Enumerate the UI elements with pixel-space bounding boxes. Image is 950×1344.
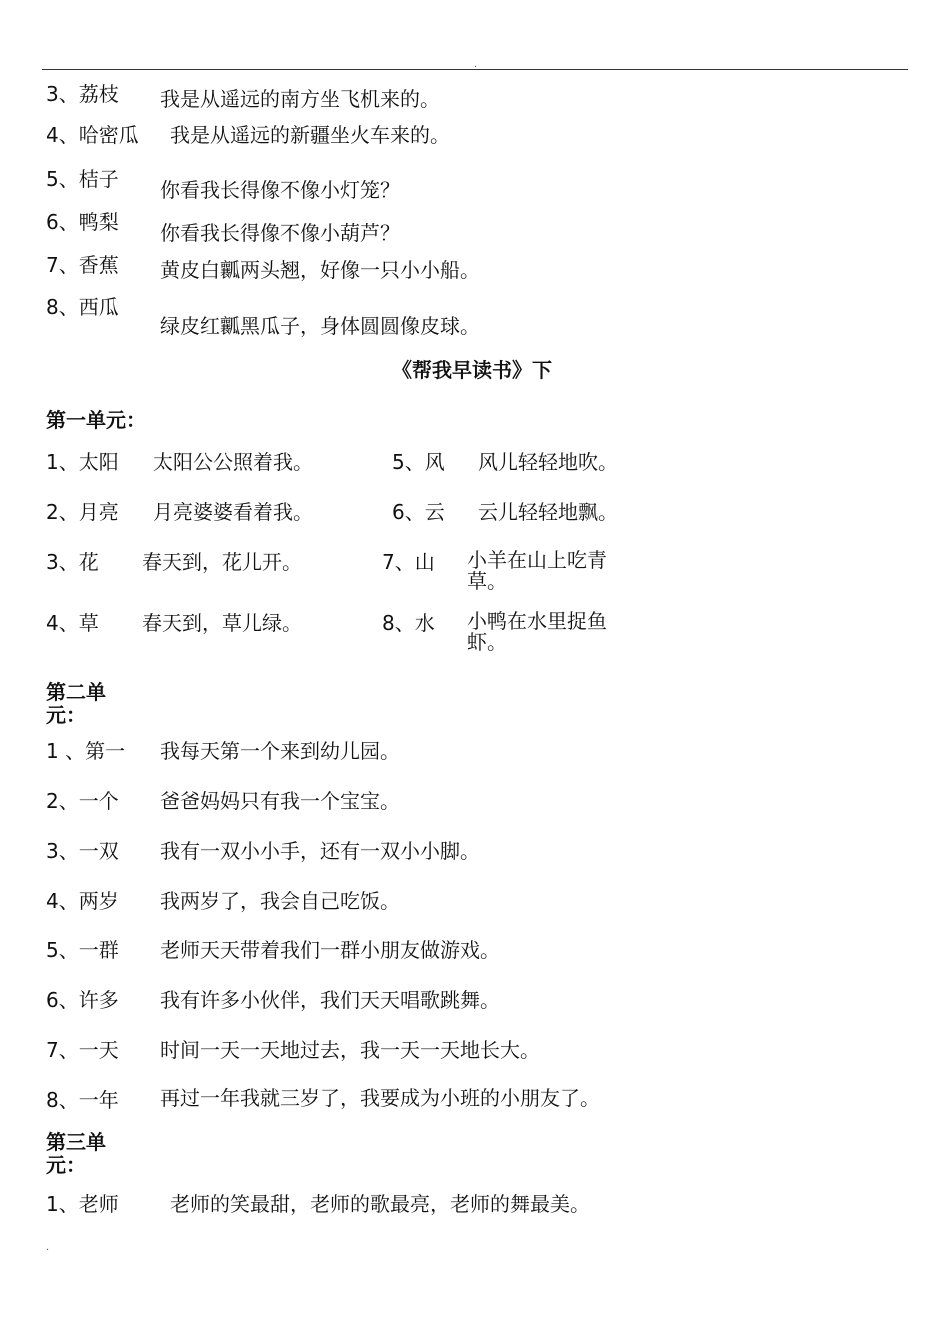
list-item-word: 月亮 (78, 500, 119, 524)
list-item-sentence: 我有一双小小手，还有一双小小脚。 (160, 839, 480, 863)
list-item-word: 一天 (78, 1038, 119, 1062)
list-item-word: 云 (424, 500, 445, 524)
header-rule (42, 69, 908, 70)
list-item-sentence: 太阳公公照着我。 (153, 450, 313, 474)
list-item-word: 老师 (78, 1192, 119, 1216)
list-item-sentence: 时间一天一天地过去，我一天一天地长大。 (160, 1038, 540, 1062)
list-item-word: 哈密瓜 (78, 123, 139, 147)
list-item-sentence: 老师的笑最甜，老师的歌最亮，老师的舞最美。 (170, 1192, 590, 1216)
list-item-word: 一群 (78, 938, 119, 962)
list-item-number: 7、山 (382, 550, 435, 574)
book-title: 《帮我早读书》下 (392, 358, 552, 382)
list-item-sentence: 云儿轻轻地飘。 (478, 500, 618, 524)
list-item-sentence: 春天到，草儿绿。 (142, 611, 302, 635)
list-item-number: 4、哈密瓜 (46, 123, 139, 147)
list-item-sentence: 小鸭在水里捉鱼虾。 (467, 609, 607, 654)
list-item-number: 1、太阳 (46, 450, 119, 474)
list-item-number: 3、荔枝 (46, 82, 119, 106)
list-item-word: 草 (78, 611, 99, 635)
list-item-sentence: 我是从遥远的新疆坐火车来的。 (170, 123, 450, 147)
unit-title: 第三单元： (46, 1130, 106, 1177)
list-item-number: 7、一天 (46, 1038, 119, 1062)
list-item-sentence: 风儿轻轻地吹。 (478, 450, 618, 474)
list-item-word: 风 (424, 450, 445, 474)
list-item-word: 第一 (85, 739, 126, 763)
list-item-word: 香蕉 (78, 253, 119, 277)
list-item-number: 6、鸭梨 (46, 210, 119, 234)
list-item-sentence: 老师天天带着我们一群小朋友做游戏。 (160, 938, 500, 962)
list-item-sentence: 绿皮红瓤黑瓜子，身体圆圆像皮球。 (160, 314, 480, 338)
list-item-word: 一个 (78, 789, 119, 813)
list-item-word: 两岁 (78, 889, 119, 913)
list-item-number: 4、草 (46, 611, 99, 635)
footer-dot: . (46, 1242, 50, 1253)
list-item-word: 太阳 (78, 450, 119, 474)
list-item-sentence: 你看我长得像不像小葫芦？ (160, 221, 400, 245)
list-item-number: 6、许多 (46, 988, 119, 1012)
list-item-sentence: 黄皮白瓤两头翘，好像一只小小船。 (160, 258, 480, 282)
list-item-sentence: 月亮婆婆看着我。 (153, 500, 313, 524)
list-item-number: 5、桔子 (46, 167, 119, 191)
list-item-word: 一年 (78, 1088, 119, 1112)
list-item-number: 3、花 (46, 550, 99, 574)
list-item-number: 3、一双 (46, 839, 119, 863)
list-item-number: 8、西瓜 (46, 295, 119, 319)
list-item-number: 5、风 (392, 450, 445, 474)
list-item-sentence: 我每天第一个来到幼儿园。 (160, 739, 400, 763)
list-item-number: 4、两岁 (46, 889, 119, 913)
list-item-word: 桔子 (78, 167, 119, 191)
list-item-number: 5、一群 (46, 938, 119, 962)
list-item-number: 7、香蕉 (46, 253, 119, 277)
list-item-word: 许多 (78, 988, 119, 1012)
header-dot: . (474, 59, 478, 70)
list-item-sentence: 春天到，花儿开。 (142, 550, 302, 574)
list-item-sentence: 爸爸妈妈只有我一个宝宝。 (160, 789, 400, 813)
list-item-word: 鸭梨 (78, 210, 119, 234)
list-item-number: 6、云 (392, 500, 445, 524)
list-item-word: 西瓜 (78, 295, 119, 319)
list-item-number: 1 、第一 (46, 739, 126, 763)
list-item-number: 8、一年 (46, 1088, 119, 1112)
list-item-sentence: 再过一年我就三岁了，我要成为小班的小朋友了。 (160, 1086, 600, 1110)
list-item-word: 山 (414, 550, 435, 574)
list-item-number: 8、水 (382, 611, 435, 635)
list-item-word: 花 (78, 550, 99, 574)
list-item-number: 1、老师 (46, 1192, 119, 1216)
list-item-word: 水 (414, 611, 435, 635)
list-item-sentence: 小羊在山上吃青草。 (467, 548, 607, 593)
unit-title: 第二单元： (46, 680, 106, 727)
unit-title: 第一单元： (46, 408, 146, 432)
list-item-sentence: 我有许多小伙伴，我们天天唱歌跳舞。 (160, 988, 500, 1012)
list-item-word: 一双 (78, 839, 119, 863)
list-item-word: 荔枝 (78, 82, 119, 106)
list-item-sentence: 我两岁了，我会自己吃饭。 (160, 889, 400, 913)
list-item-sentence: 你看我长得像不像小灯笼？ (160, 178, 400, 202)
list-item-number: 2、月亮 (46, 500, 119, 524)
list-item-number: 2、一个 (46, 789, 119, 813)
list-item-sentence: 我是从遥远的南方坐飞机来的。 (160, 87, 440, 111)
